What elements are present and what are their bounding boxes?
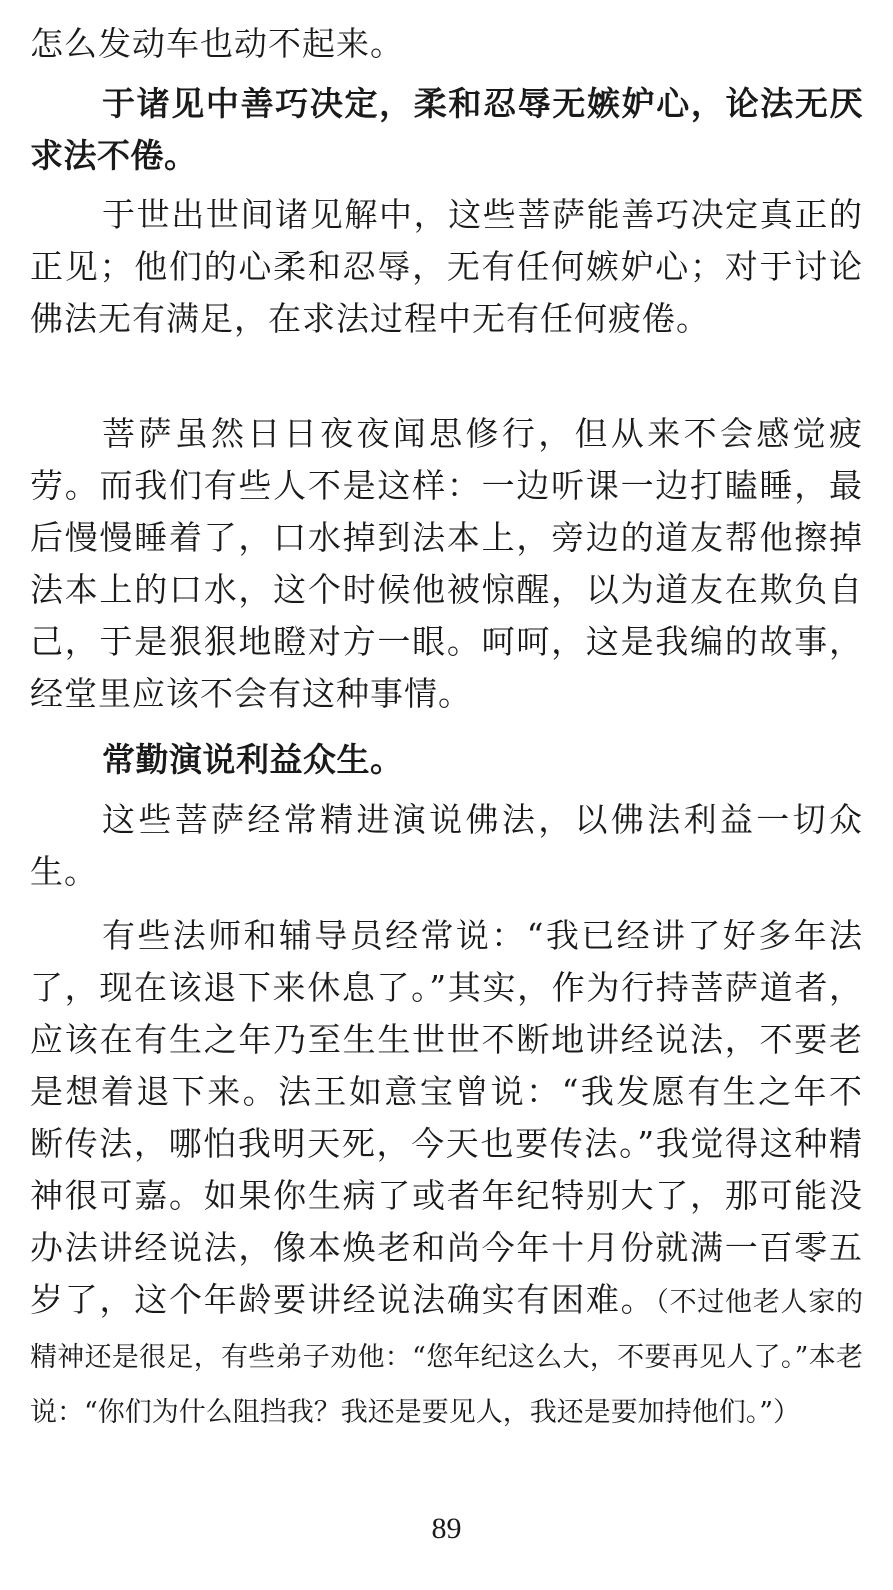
paragraph-commentary-2: 菩萨虽然日日夜夜闻思修行，但从来不会感觉疲劳。而我们有些人不是这样：一边听课一边打瞌睡，最后慢慢睡着了，口水掉到法本上，旁边的道友帮他擦掉法本上的口水，这个时候他被惊醒，以为道友在欺负自己，于是狠狠地瞪对方一眼。呵呵，这是我编的故事，经堂里应该不会有这种事情。: [30, 414, 863, 713]
page-number: 89: [431, 1512, 462, 1545]
paragraph-continuation: 怎么发动车也动不起来。: [30, 24, 404, 63]
parenthetical-note: （不过他老人家的精神还是很足，有些弟子劝他：“您年纪这么大，不要再见人了。”本老说：“你们为什么阻挡我？我还是要见人，我还是要加持他们。”）: [30, 1287, 864, 1428]
paragraph-commentary-1: 于世出世间诸见解中，这些菩萨能善巧决定真正的正见；他们的心柔和忍辱，无有任何嫉妒心；对于讨论佛法无有满足，在求法过程中无有任何疲倦。: [30, 195, 863, 338]
verse-heading-2: 常勤演说利益众生。: [102, 740, 404, 779]
verse-heading-1: 于诸见中善巧决定，柔和忍辱无嫉妒心，论法无厌求法不倦。: [30, 84, 863, 175]
paragraph-commentary-3: 这些菩萨经常精进演说佛法，以佛法利益一切众生。: [30, 800, 863, 891]
paragraph-commentary-4: 有些法师和辅导员经常说：“我已经讲了好多年法了，现在该退下来休息了。”其实，作为行持菩萨道者，应该在有生之年乃至生生世世不断地讲经说法，不要老是想着退下来。法王如意宝曾说：“我发愿有生之年不断传法，哪怕我明天死，今天也要传法。”我觉得这种精神很可嘉。如果你生病了或者年纪特别大了，那可能没办法讲经说法，像本焕老和尚今年十月份就满一百零五岁了，这个年龄要讲经说法确实有困难。（不过他老人家的精神还是很足，有些弟子劝他：“您年纪这么大，不要再见人了。”本老说：“你们为什么阻挡我？我还是要见人，我还是要加持他们。”）: [30, 916, 864, 1428]
